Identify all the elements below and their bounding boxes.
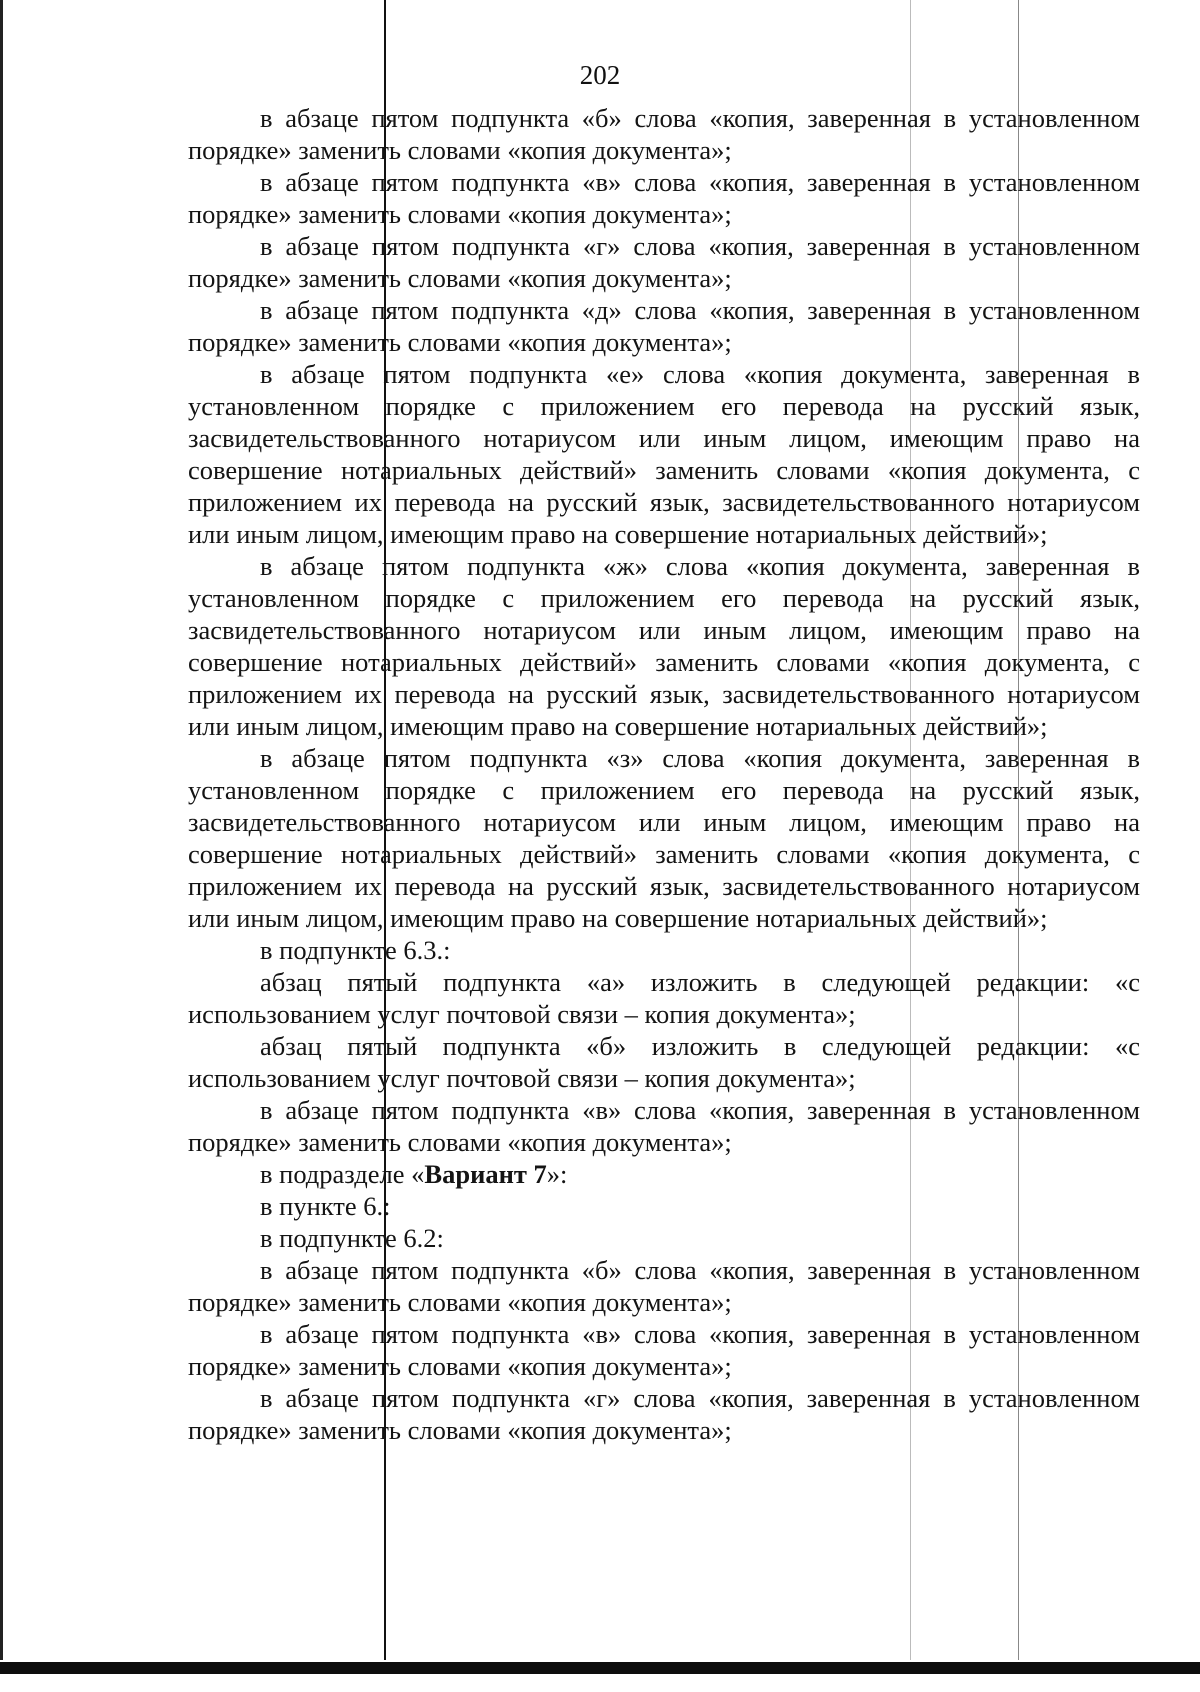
paragraph: абзац пятый подпункта «а» изложить в следующей редакции: «с использованием услуг почтовой связи – копия документа»; — [188, 967, 1140, 1029]
paragraph: в абзаце пятом подпункта «в» слова «копия, заверенная в установленном порядке» заменить словами «копия документа»; — [188, 1319, 1140, 1381]
paragraph: в подпункте 6.2: — [260, 1223, 444, 1253]
paragraph: в подпункте 6.3.: — [260, 935, 451, 965]
variant-heading — [188, 1158, 1140, 1190]
paragraph: в абзаце пятом подпункта «б» слова «копия, заверенная в установленном порядке» заменить словами «копия документа»; — [188, 103, 1140, 165]
scan-bottom-edge — [0, 1662, 1200, 1674]
paragraph: абзац пятый подпункта «б» изложить в следующей редакции: «с использованием услуг почтовой связи – копия документа»; — [188, 1031, 1140, 1093]
document-body — [188, 102, 1140, 1446]
paragraph: в абзаце пятом подпункта «д» слова «копия, заверенная в установленном порядке» заменить словами «копия документа»; — [188, 295, 1140, 357]
variant-suffix: »: — [546, 1159, 568, 1189]
scan-left-edge — [0, 0, 3, 1660]
paragraph: в абзаце пятом подпункта «г» слова «копия, заверенная в установленном порядке» заменить словами «копия документа»; — [188, 1383, 1140, 1445]
page-number: 202 — [579, 60, 621, 90]
variant-title: Вариант 7 — [424, 1159, 547, 1189]
paragraph: в абзаце пятом подпункта «ж» слова «копия документа, заверенная в установленном порядке с приложением его перевода на русский язык, засвидетельствованного нотариусом или иным лицом, имеющим право на совершение нотариальных действий» заменить словами «копия документа, с приложением их перевода на русский язык, засвидетельствованного нотариусом или иным лицом, имеющим право на совершение нотариальных действий»; — [188, 551, 1140, 741]
variant-prefix: в подразделе « — [260, 1159, 425, 1189]
paragraph: в абзаце пятом подпункта «б» слова «копия, заверенная в установленном порядке» заменить словами «копия документа»; — [188, 1255, 1140, 1317]
paragraph: в абзаце пятом подпункта «е» слова «копия документа, заверенная в установленном порядке с приложением его перевода на русский язык, засвидетельствованного нотариусом или иным лицом, имеющим право на совершение нотариальных действий» заменить словами «копия документа, с приложением их перевода на русский язык, засвидетельствованного нотариусом или иным лицом, имеющим право на совершение нотариальных действий»; — [188, 359, 1140, 549]
paragraph: в абзаце пятом подпункта «г» слова «копия, заверенная в установленном порядке» заменить словами «копия документа»; — [188, 231, 1140, 293]
paragraph: в абзаце пятом подпункта «в» слова «копия, заверенная в установленном порядке» заменить словами «копия документа»; — [188, 167, 1140, 229]
paragraph: в абзаце пятом подпункта «в» слова «копия, заверенная в установленном порядке» заменить словами «копия документа»; — [188, 1095, 1140, 1157]
paragraph: в пункте 6.: — [260, 1191, 391, 1221]
paragraph: в абзаце пятом подпункта «з» слова «копия документа, заверенная в установленном порядке с приложением его перевода на русский язык, засвидетельствованного нотариусом или иным лицом, имеющим право на совершение нотариальных действий» заменить словами «копия документа, с приложением их перевода на русский язык, засвидетельствованного нотариусом или иным лицом, имеющим право на совершение нотариальных действий»; — [188, 743, 1140, 933]
